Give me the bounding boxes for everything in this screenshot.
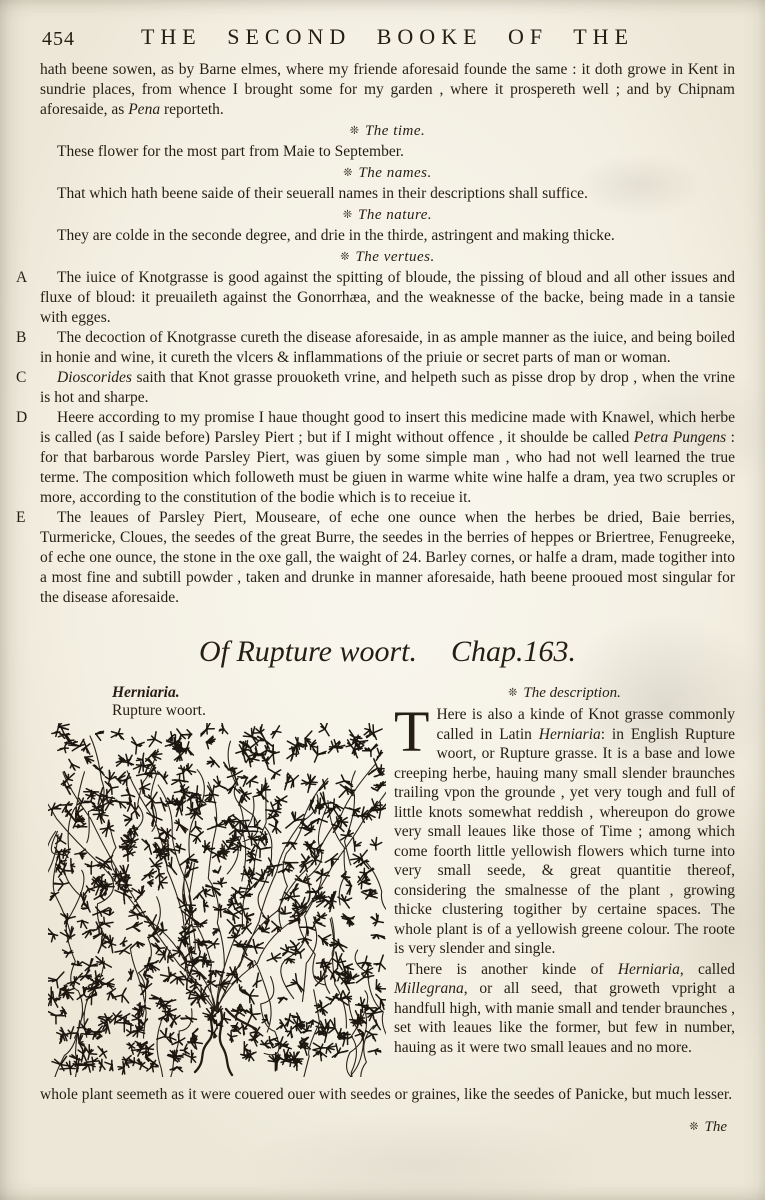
- section-heading-names: [40, 163, 735, 184]
- section-heading-nature-label: The nature.: [358, 207, 433, 223]
- vertue-paragraph-e: [16, 508, 735, 608]
- figure-caption-english: Rupture woort.: [112, 702, 206, 719]
- chapter-number: Chap.163.: [451, 635, 577, 668]
- description-heading: [394, 684, 735, 703]
- running-head: THE SECOND BOOKE OF THE: [140, 24, 635, 49]
- section-heading-time-label: The time.: [364, 123, 426, 139]
- description-paragraph-1: [394, 699, 735, 959]
- vertue-paragraph-b: [16, 328, 735, 368]
- catchword: [40, 1119, 735, 1136]
- asterisk-icon: ❊: [689, 1120, 699, 1133]
- footer-paragraph: whole plant seemeth as it were couered ouer with seedes or graines, like the seedes of Panicke, but much lesser.: [40, 1086, 733, 1103]
- intro-paragraph: hath beene sowen, as by Barne elmes, where my friende aforesaid founde the same : it doth growe in Kent in sundrie places, from whence I brought some for my garden , where it prospereth well ; and by Chipnam aforesaide, as Pena reporteth.: [40, 61, 735, 118]
- asterisk-icon: ❊: [349, 124, 359, 137]
- vertue-paragraph-d: [16, 408, 735, 508]
- section-heading-names-label: The names.: [358, 165, 432, 181]
- vertue-paragraph-c-text: Dioscorides saith that Knot grasse prouoketh vrine, and helpeth such as pisse drop by drop , when the vrine is hot and sharpe.: [40, 369, 735, 406]
- margin-letter-d: D: [16, 409, 28, 426]
- drop-cap: T: [394, 699, 430, 764]
- section-heading-nature: [40, 205, 735, 226]
- description-column: [392, 684, 735, 1082]
- asterisk-icon: ❊: [340, 250, 350, 263]
- vertue-paragraph-e-text: The leaues of Parsley Piert, Mouseare, of eche one ounce when the herbes be dried, Baie berries, Turmericke, Cloues, the seedes of the great Burre, the seedes in the berries of heppes or Briertree, Fenugreeke, of eche one ounce, the stone in the oxe gall, the waight of 24. Barley cornes, or halfe a dram, made togither into a most fine and subtill powder , taken and drunke in manner aforesaide, hath beene prooued most singular for the disease aforesaide.: [40, 509, 735, 606]
- figure-caption-latin: Herniaria.: [112, 684, 180, 701]
- asterisk-icon: ❊: [343, 166, 353, 179]
- asterisk-icon: ❊: [342, 208, 353, 221]
- section-body-names: That which hath beene saide of their seuerall names in their descriptions shall suffice.: [57, 185, 588, 202]
- section-heading-time: [40, 121, 735, 142]
- section-body-time: These flower for the most part from Maie to September.: [57, 143, 404, 160]
- figure-caption: [112, 684, 392, 720]
- rupture-wort-woodcut: [48, 723, 386, 1077]
- description-paragraph-1-text: Here is also a kinde of Knot grasse commonly called in Latin Herniaria: in English Rupture woort, or Rupture grasse. It is a base and lowe creeping herbe, hauing many small slender braunches trailing vpon the grounde , yet very tough and full of little knots somewhat reddish , whereupon do growe very small leaues like those of Time ; among which come foorth little yellowish flowers which turne into very small seede, & great quantitie thereof, considering the smalnesse of the plant , growing thicke clustering togither by certaine spaces. The whole plant is of a yellowish greene colour. The roote is very slender and single.: [394, 706, 735, 957]
- catchword-label: The: [704, 1119, 727, 1135]
- description-heading-label: The description.: [523, 685, 621, 701]
- section-heading-vertues: [40, 247, 735, 268]
- vertue-paragraph-a: [16, 268, 735, 328]
- chapter-title: Of Rupture woort.: [198, 635, 418, 668]
- vertue-paragraph-b-text: The decoction of Knotgrasse cureth the disease aforesaide, in as ample manner as the iuice, and being boiled in honie and wine, it cureth the vlcers & inflammations of the priuie or secret parts of man or woman.: [40, 329, 735, 366]
- page-number: 454: [42, 28, 75, 50]
- vertue-paragraph-d-text: Heere according to my promise I haue thought good to insert this medicine made with Knawel, which herbe is called (as I saide before) Parsley Piert ; but if I might without offence , it shoulde be called Petra Pungens : for that barbarous worde Parsley Piert, was giuen by some simple man , who had not well learned the true terme. The composition which followeth must be giuen in warme white wine halfe a dram, yea two scruples or more, according to the constitution of the bodie which is to receiue it.: [40, 409, 735, 506]
- herb-woodcut-illustration: [48, 723, 392, 1082]
- vertue-paragraph-c: [16, 368, 735, 408]
- chapter-heading: [40, 634, 735, 670]
- two-column-section: [40, 684, 735, 1082]
- margin-letter-b: B: [16, 329, 27, 346]
- description-paragraph-2-text: There is another kinde of Herniaria, called Millegrana, or all seed, that groweth vpright a handfull high, with manie small and tender braunches , set with leaues like the former, but few in number, hauing as it were two small leaues and no more.: [394, 960, 735, 1056]
- section-heading-vertues-label: The vertues.: [355, 249, 435, 265]
- section-body-nature: They are colde in the seconde degree, and drie in the thirde, astringent and making thicke.: [57, 227, 615, 244]
- asterisk-icon: ❊: [508, 686, 518, 699]
- description-paragraph-2: [394, 960, 735, 1058]
- figure-column: [40, 684, 392, 1082]
- page-header: [40, 24, 735, 60]
- vertue-paragraph-a-text: The iuice of Knotgrasse is good against the spitting of bloude, the pissing of bloud and all other issues and fluxe of bloud: it preuaileth against the Gonorrhæa, and the weaknesse of the backe, being made in a tansie with egges.: [40, 269, 735, 326]
- margin-letter-e: E: [16, 509, 26, 526]
- margin-letter-a: A: [16, 269, 28, 286]
- margin-letter-c: C: [16, 369, 27, 386]
